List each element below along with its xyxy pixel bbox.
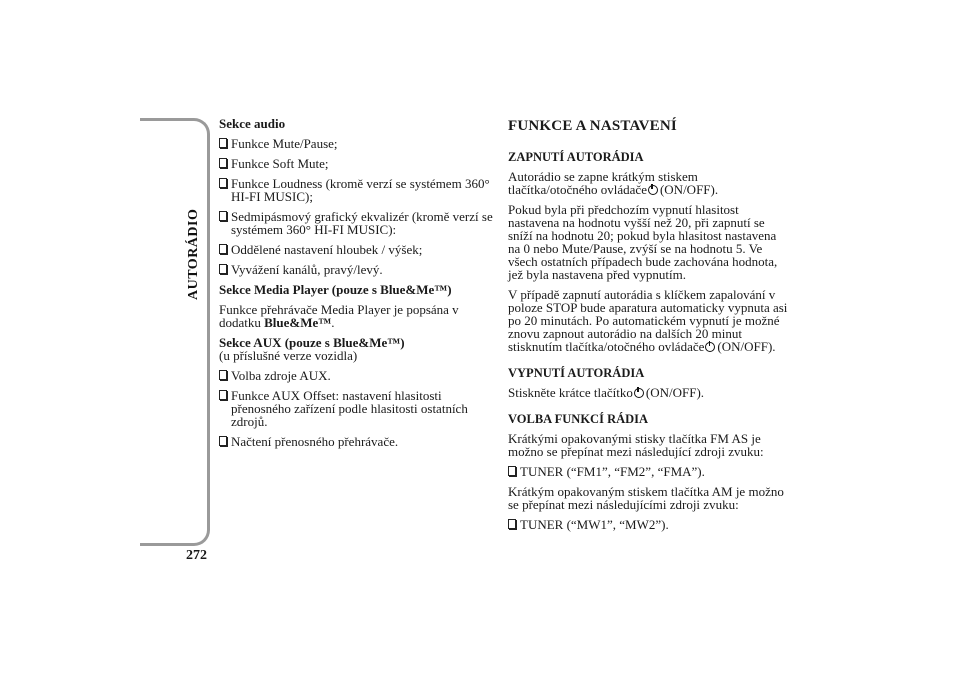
page-number: 272 [186, 548, 207, 563]
on-heading: ZAPNUTÍ AUTORÁDIA [508, 150, 644, 164]
power-icon [648, 185, 658, 195]
left-column [219, 117, 494, 455]
list-item: Funkce Loudness (kromě verzí se systémem 360° HI-FI MUSIC); [219, 177, 494, 203]
power-icon [705, 342, 715, 352]
audio-heading: Sekce audio [219, 116, 286, 131]
checkbox-bullet-icon [219, 244, 227, 254]
checkbox-bullet-icon [508, 519, 516, 529]
list-item: TUNER (“MW1”, “MW2”). [508, 518, 788, 531]
power-icon [634, 388, 644, 398]
checkbox-bullet-icon [508, 466, 516, 476]
side-frame [140, 118, 210, 546]
list-item: Funkce Soft Mute; [219, 157, 494, 170]
section-title: FUNKCE A NASTAVENÍ [508, 118, 677, 134]
checkbox-bullet-icon [219, 370, 227, 380]
right-column [508, 117, 788, 538]
list-item: Načtení přenosného přehrávače. [219, 435, 494, 448]
checkbox-bullet-icon [219, 138, 227, 148]
on-text-3: V případě zapnutí autorádia s klíčkem zapalování v poloze STOP bude aparatura automaticky vypnuta asi po 20 minutách. Po automatickém vypnutí je možné znovu zapnout autorádio na dalších 20 minut stisknutím tlačítka/otočného ovládače (ON/OFF). [508, 287, 788, 354]
checkbox-bullet-icon [219, 178, 227, 188]
media-heading: Sekce Media Player (pouze s Blue&Me™) [219, 282, 452, 297]
on-text-1: Autorádio se zapne krátkým stiskem tlačítka/otočného ovládače (ON/OFF). [508, 169, 719, 197]
checkbox-bullet-icon [219, 436, 227, 446]
off-text: Stiskněte krátce tlačítko (ON/OFF). [508, 385, 705, 400]
radio-text-1: Krátkými opakovanými stisky tlačítka FM AS je možno se přepínat mezi následující zdroji zvuku: [508, 431, 764, 459]
aux-heading: Sekce AUX (pouze s Blue&Me™) [219, 335, 405, 350]
list-item: Oddělené nastavení hloubek / výšek; [219, 243, 494, 256]
aux-note: (u příslušné verze vozidla) [219, 348, 358, 363]
off-heading: VYPNUTÍ AUTORÁDIA [508, 366, 645, 380]
on-text-2: Pokud byla při předchozím vypnutí hlasitost nastavena na hodnotu vyšší než 20, při zapnutí se sníží na hodnotu 20; pokud byla hlasitost nastavena na 0 nebo Mute/Pause, zvýší se na hodnotu 5. Ve všech ostatních případech bude zachována hodnota, jež byla nastavena před vypnutím. [508, 202, 778, 282]
list-item: Sedmipásmový grafický ekvalizér (kromě verzí se systémem 360° HI-FI MUSIC): [219, 210, 494, 236]
list-item: Vyvážení kanálů, pravý/levý. [219, 263, 494, 276]
list-item: TUNER (“FM1”, “FM2”, “FMA”). [508, 465, 788, 478]
radio-heading: VOLBA FUNKCÍ RÁDIA [508, 412, 649, 426]
checkbox-bullet-icon [219, 211, 227, 221]
list-item: Funkce AUX Offset: nastavení hlasitosti přenosného zařízení podle hlasitosti ostatních zdrojů. [219, 389, 494, 428]
list-item: Funkce Mute/Pause; [219, 137, 494, 150]
checkbox-bullet-icon [219, 264, 227, 274]
list-item: Volba zdroje AUX. [219, 369, 494, 382]
chapter-label: AUTORÁDIO [186, 208, 201, 300]
checkbox-bullet-icon [219, 158, 227, 168]
radio-text-2: Krátkým opakovaným stiskem tlačítka AM je možno se přepínat mezi následujícími zdroji zvuku: [508, 484, 784, 512]
checkbox-bullet-icon [219, 390, 227, 400]
media-text: Funkce přehrávače Media Player je popsána v dodatku Blue&Me™. [219, 302, 459, 330]
